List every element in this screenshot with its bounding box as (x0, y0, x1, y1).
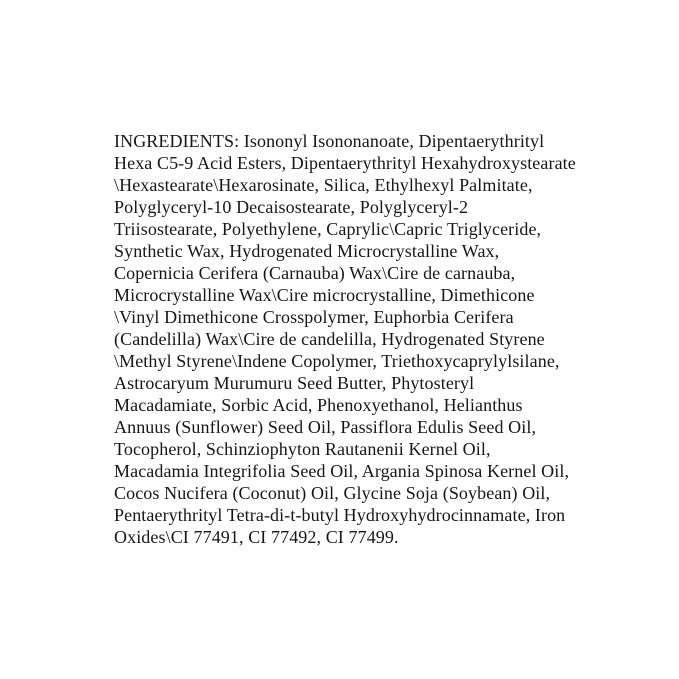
ingredients-line: Polyglyceryl-10 Decaisostearate, Polyglyceryl-2 (114, 197, 469, 217)
ingredients-line: Macadamiate, Sorbic Acid, Phenoxyethanol, Helianthus (114, 395, 523, 415)
ingredients-line: \Vinyl Dimethicone Crosspolymer, Euphorbia Cerifera (114, 307, 514, 327)
ingredients-line: Copernicia Cerifera (Carnauba) Wax\Cire de carnauba, (114, 263, 516, 283)
ingredients-line: Tocopherol, Schinziophyton Rautanenii Kernel Oil, (114, 439, 491, 459)
ingredients-line: Cocos Nucifera (Coconut) Oil, Glycine Soja (Soybean) Oil, (114, 483, 551, 503)
ingredients-line: Hexa C5-9 Acid Esters, Dipentaerythrityl Hexahydroxystearate (114, 153, 576, 173)
ingredients-line: Microcrystalline Wax\Cire microcrystalline, Dimethicone (114, 285, 535, 305)
ingredients-line: Synthetic Wax, Hydrogenated Microcrystalline Wax, (114, 241, 500, 261)
ingredients-line: \Methyl Styrene\Indene Copolymer, Triethoxycaprylylsilane, (114, 351, 560, 371)
ingredients-line: INGREDIENTS: Isononyl Isononanoate, Dipentaerythrityl (114, 131, 545, 151)
ingredients-line: Macadamia Integrifolia Seed Oil, Argania Spinosa Kernel Oil, (114, 461, 570, 481)
ingredients-line: \Hexastearate\Hexarosinate, Silica, Ethylhexyl Palmitate, (114, 175, 533, 195)
ingredients-line: Annuus (Sunflower) Seed Oil, Passiflora Edulis Seed Oil, (114, 417, 537, 437)
ingredients-line: Astrocaryum Murumuru Seed Butter, Phytosteryl (114, 373, 475, 393)
ingredients-line: Triisostearate, Polyethylene, Caprylic\Capric Triglyceride, (114, 219, 542, 239)
ingredients-line: Pentaerythrityl Tetra-di-t-butyl Hydroxyhydrocinnamate, Iron (114, 505, 566, 525)
ingredients-line: (Candelilla) Wax\Cire de candelilla, Hydrogenated Styrene (114, 329, 545, 349)
ingredients-line: Oxides\CI 77491, CI 77492, CI 77499. (114, 527, 399, 547)
ingredients-paragraph (114, 130, 594, 548)
